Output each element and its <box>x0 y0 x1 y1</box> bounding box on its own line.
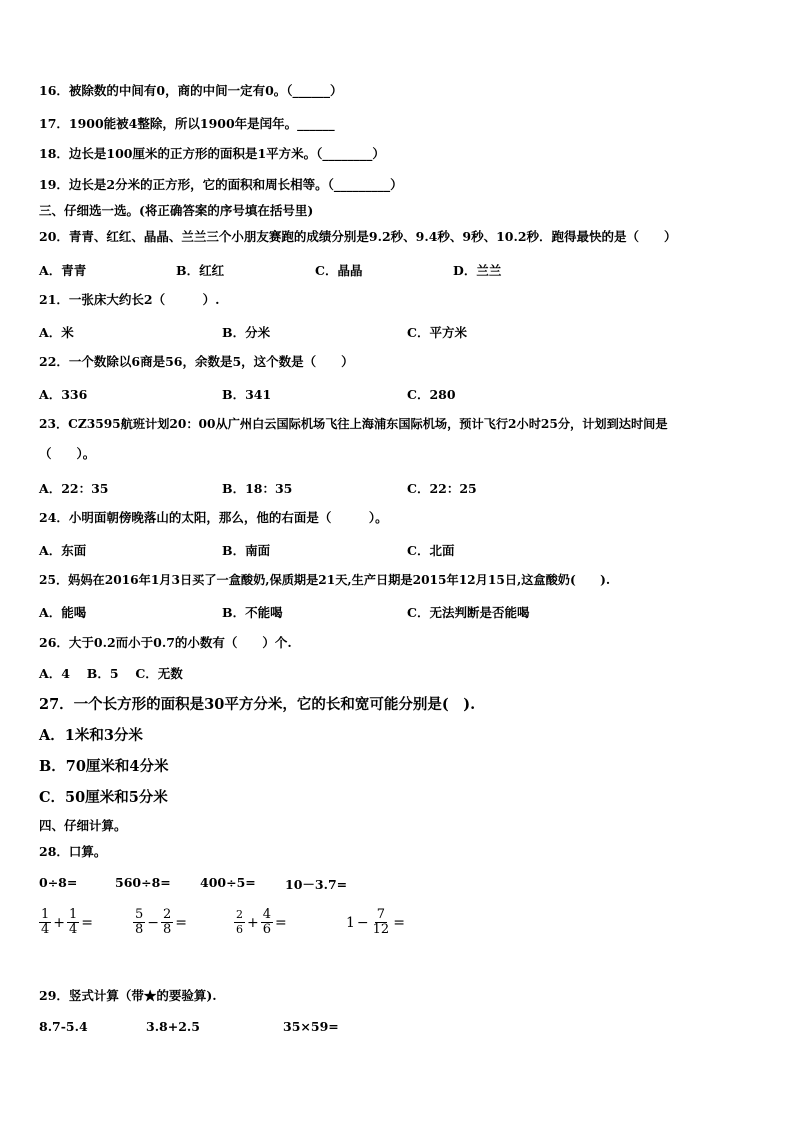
q28: 28．口算。 <box>39 844 107 859</box>
q26-options: A．4 B．5 C．无数 <box>39 666 183 681</box>
fraction-expr-1: $\frac{1}{4}$ + $\frac{1}{4}$ = <box>41 907 94 937</box>
fraction-expr-3: $\frac{2}{6}$ + $\frac{4}{6}$ = <box>236 907 287 937</box>
q23-option-a: A．22：35 <box>39 481 109 496</box>
q28-item-1: 0÷8= <box>39 875 78 890</box>
q23-continuation: （ ）。 <box>39 446 96 461</box>
q29-item-2: 3.8+2.5 <box>146 1019 200 1034</box>
q29-item-3: 35×59= <box>283 1019 339 1034</box>
q22-option-a: A．336 <box>39 387 88 402</box>
q25: 25．妈妈在2016年1月3日买了一盒酸奶,保质期是21天,生产日期是2015年12月15日,这盒酸奶( ). <box>39 573 611 587</box>
fraction: $\frac{2}{8}$ <box>163 907 172 937</box>
q22-option-c: C．280 <box>407 387 456 402</box>
fraction: $\frac{1}{4}$ <box>41 907 50 937</box>
q20-option-d: D．兰兰 <box>453 263 502 278</box>
fraction: $\frac{2}{6}$ <box>236 908 243 936</box>
fraction: $\frac{4}{6}$ <box>262 907 272 937</box>
q25-option-b: B．不能喝 <box>222 605 283 620</box>
q19: 19．边长是2分米的正方形，它的面积和周长相等。（_________） <box>39 177 403 192</box>
q26: 26．大于0.2而小于0.7的小数有（ ）个. <box>39 635 292 650</box>
q23-option-c: C．22：25 <box>407 481 477 496</box>
q20-option-b: B．红红 <box>176 263 225 278</box>
q25-option-a: A．能喝 <box>39 605 87 620</box>
q28-item-2: 560÷8= <box>115 875 171 890</box>
q24-option-b: B．南面 <box>222 543 271 558</box>
q27-option-c: C．50厘米和5分米 <box>39 789 168 806</box>
q27-option-a: A．1米和3分米 <box>39 727 143 744</box>
q20-option-a: A．青青 <box>39 263 87 278</box>
q21-option-a: A．米 <box>39 325 74 340</box>
q24-option-a: A．东面 <box>39 543 87 558</box>
q20-option-c: C．晶晶 <box>315 263 363 278</box>
q16: 16．被除数的中间有0，商的中间一定有0。（______） <box>39 83 343 98</box>
q20: 20．青青、红红、晶晶、兰兰三个小朋友赛跑的成绩分别是9.2秒、9.4秒、9秒、10.2秒．跑得最快的是（ ） <box>39 229 677 244</box>
q25-option-c: C．无法判断是否能喝 <box>407 605 530 620</box>
fraction: $\frac{7}{12}$ <box>372 907 390 937</box>
q24-option-c: C．北面 <box>407 543 455 558</box>
fraction: $\frac{1}{4}$ <box>69 907 78 937</box>
q23-option-b: B．18：35 <box>222 481 293 496</box>
q21-option-c: C．平方米 <box>407 325 467 340</box>
section-4-heading: 四、仔细计算。 <box>39 818 127 833</box>
q21-option-b: B．分米 <box>222 325 271 340</box>
q17: 17．1900能被4整除，所以1900年是闰年。______ <box>39 116 335 131</box>
q23: 23．CZ3595航班计划20：00从广州白云国际机场飞往上海浦东国际机场，预计飞行2小时25分，计划到达时间是 <box>39 417 668 431</box>
fraction-expr-4: 1 − $\frac{7}{12}$ = <box>346 907 405 937</box>
fraction-expr-2: $\frac{5}{8}$ − $\frac{2}{8}$ = <box>135 907 188 937</box>
q21: 21．一张床大约长2（ ）. <box>39 292 220 307</box>
fraction: $\frac{5}{8}$ <box>135 907 144 937</box>
q24: 24．小明面朝傍晚落山的太阳，那么，他的右面是（ ）。 <box>39 510 388 525</box>
q29: 29．竖式计算（带★的要验算). <box>39 988 217 1003</box>
q29-item-1: 8.7-5.4 <box>39 1019 88 1034</box>
q28-item-4: 10－3.7= <box>285 877 348 892</box>
q22-option-b: B．341 <box>222 387 272 402</box>
q28-item-3: 400÷5= <box>200 875 256 890</box>
q27-option-b: B．70厘米和4分米 <box>39 758 169 775</box>
section-3-heading: 三、仔细选一选。(将正确答案的序号填在括号里) <box>39 203 314 218</box>
q27: 27．一个长方形的面积是30平方分米，它的长和宽可能分别是( ). <box>39 696 476 713</box>
q18: 18．边长是100厘米的正方形的面积是1平方米。（________） <box>39 146 385 161</box>
q22: 22．一个数除以6商是56，余数是5，这个数是（ ） <box>39 354 354 369</box>
